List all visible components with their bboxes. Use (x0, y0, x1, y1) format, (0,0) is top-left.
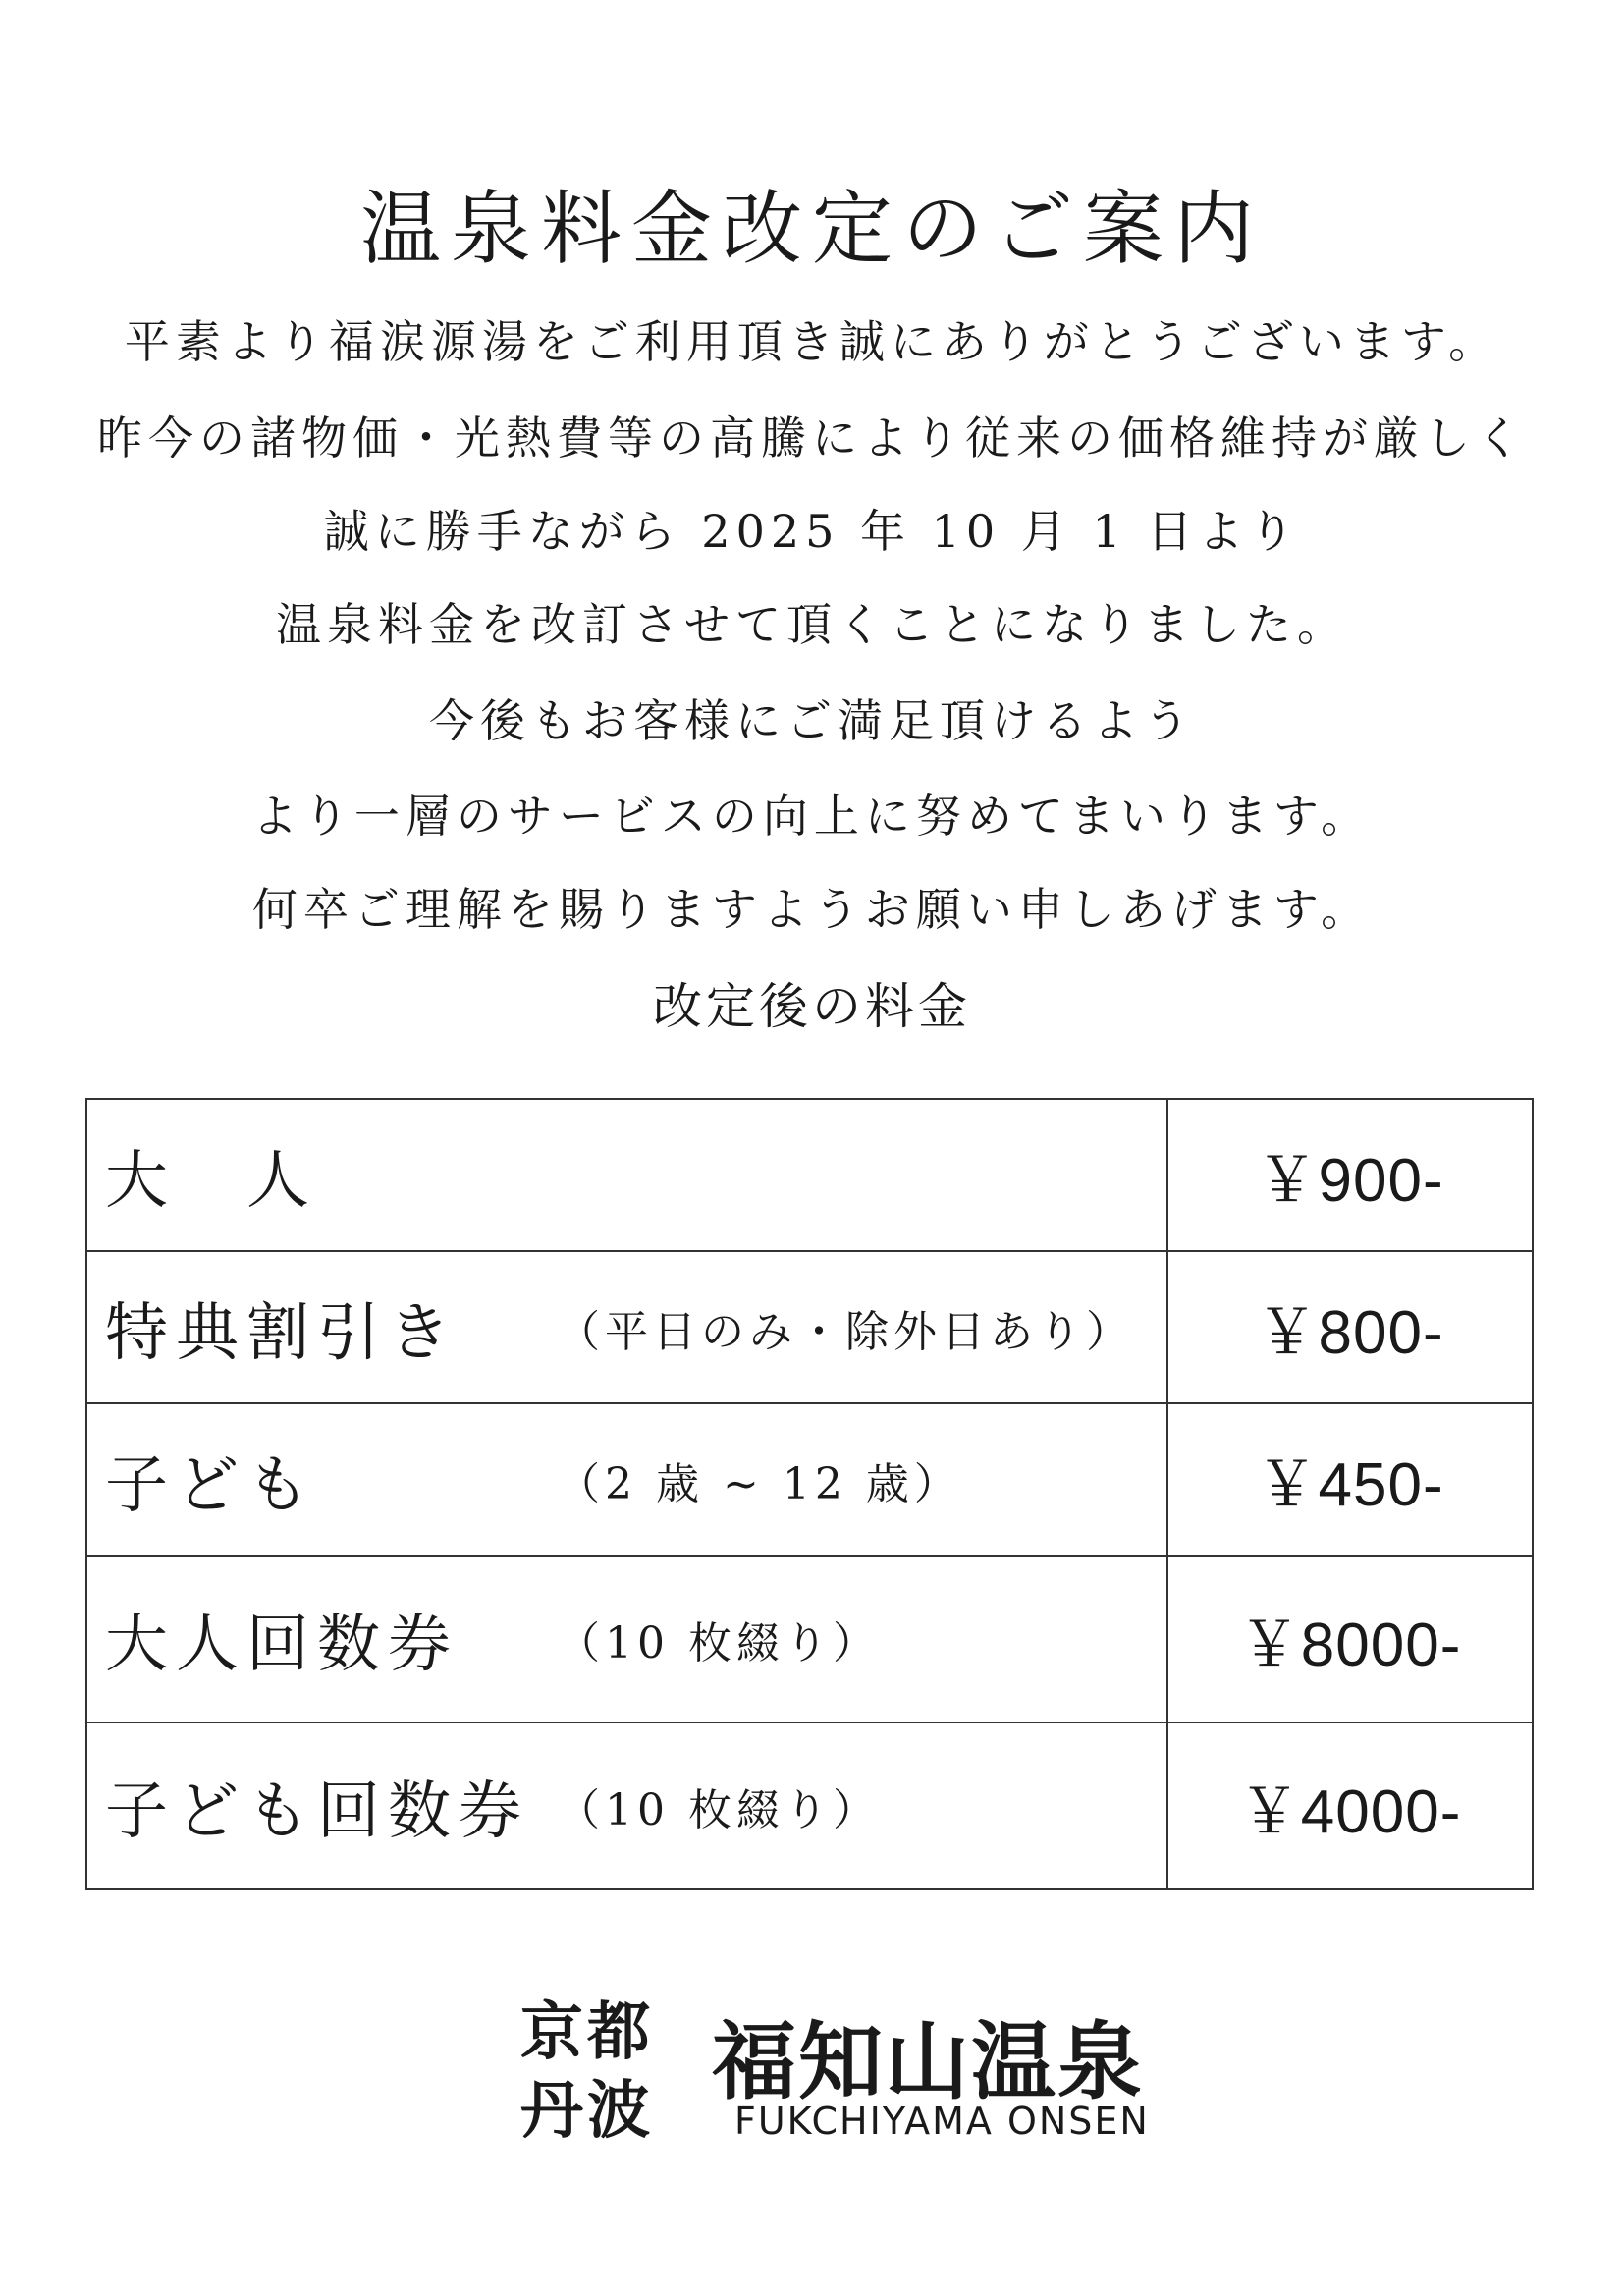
price-value: ￥8000- (1238, 1611, 1462, 1679)
table-row (86, 1556, 1533, 1722)
notice-line-4: 温泉料金を改訂させて頂くことになりました。 (276, 598, 1348, 651)
price-value: ￥800- (1256, 1299, 1444, 1367)
onsen-logo (520, 1994, 1168, 2151)
price-table (85, 1098, 1534, 1890)
price-item-cell (86, 1251, 1167, 1403)
logo-romaji: FUKCHIYAMA ONSEN (734, 2100, 1150, 2143)
price-item-cell (86, 1722, 1167, 1889)
logo-region-bottom: 丹波 (520, 2074, 654, 2148)
notice-line-7: 何卒ご理解を賜りますようお願い申しあげます。 (251, 883, 1373, 936)
price-item-cell (86, 1099, 1167, 1251)
price-item-name: 大人回数券 (105, 1609, 459, 1681)
notice-line-2: 昨今の諸物価・光熱費等の高騰により従来の価格維持が厳しく (97, 411, 1527, 465)
notice-line-6: より一層のサービスの向上に努めてまいります。 (251, 790, 1373, 843)
price-item-name: 子ども (105, 1449, 317, 1522)
notice-title: 温泉料金改定のご案内 (359, 183, 1264, 276)
table-row (86, 1722, 1533, 1889)
logo-region-top: 京都 (520, 1995, 654, 2069)
table-row (86, 1099, 1533, 1251)
notice-line-3: 誠に勝手ながら 2025 年 10 月 1 日より (323, 505, 1301, 558)
price-item-cell (86, 1403, 1167, 1556)
price-item-name: 大 人 (105, 1144, 317, 1218)
logo-region (520, 1994, 687, 2151)
price-cell (1167, 1556, 1533, 1722)
price-cell (1167, 1251, 1533, 1403)
price-value: ￥900- (1256, 1147, 1444, 1215)
price-item-note: （平日のみ・除外日あり） (557, 1306, 1134, 1357)
price-value: ￥450- (1256, 1451, 1444, 1519)
price-value: ￥4000- (1238, 1777, 1462, 1846)
price-section-heading: 改定後の料金 (653, 978, 971, 1035)
price-item-name: 子ども回数券 (105, 1776, 529, 1848)
price-cell (1167, 1099, 1533, 1251)
price-item-name: 特典割引き (105, 1296, 459, 1370)
price-cell (1167, 1403, 1533, 1556)
table-row (86, 1251, 1533, 1403)
price-item-cell (86, 1556, 1167, 1722)
notice-line-1: 平素より福涙源湯をご利用頂き誠にありがとうございます。 (124, 315, 1500, 368)
notice-line-5: 今後もお客様にご満足頂けるよう (429, 694, 1195, 747)
price-item-note: （10 枚綴り） (557, 1785, 881, 1835)
table-row (86, 1403, 1533, 1556)
price-item-note: （10 枚綴り） (557, 1618, 881, 1668)
logo-name: 福知山温泉 (712, 2012, 1144, 2111)
price-item-note: （2 歳 ~ 12 歳） (557, 1458, 962, 1509)
price-cell (1167, 1722, 1533, 1889)
